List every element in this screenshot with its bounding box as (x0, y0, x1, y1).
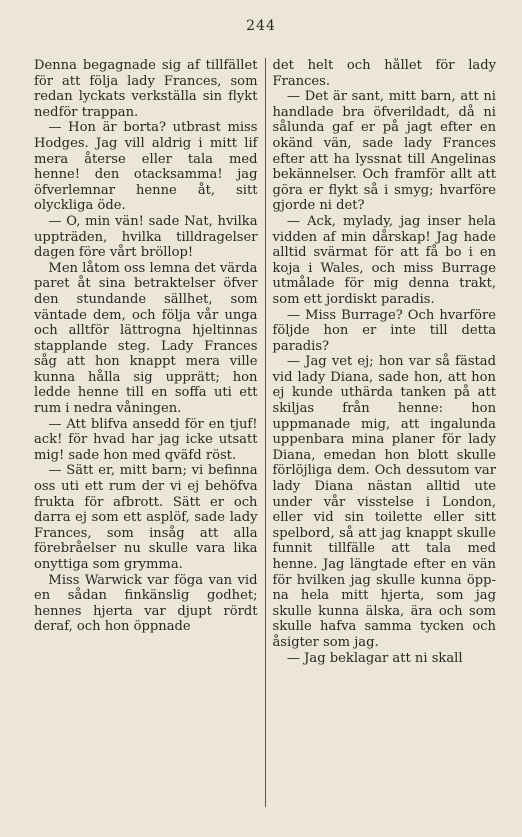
page-number: 244 (246, 18, 276, 34)
text-columns (34, 58, 496, 807)
right-column (266, 58, 497, 807)
paragraph: — Jag vet ej; hon var så fästad vid lady Diana, sade hon, att hon ej kunde uthärda tanken på att skiljas från henne: hon uppmanade mig, att ingalunda uppenbara mina planer för lady Diana, emedan hon blott skulle förlöjliga dem. Och dessutom var lady Diana nästan alltid ute under vår visstelse i London, eller vid sin toilette eller sitt spelbord, så att jag knappt skulle funnit tillfälle att tala med henne. Jag längtade efter en vän för hvilken jag skulle kunna öppna hela mitt hjerta, som jag skulle kunna älska, ära och som skulle hafva samma tycken och åsigter som jag. (272, 354, 496, 650)
paragraph: Denna begagnade sig af tillfället för att följa lady Frances, som redan lyckats verkställa sin flykt nedför trappan. (34, 58, 258, 120)
paragraph: det helt och hållet för lady Frances. (272, 58, 496, 89)
paragraph: Men låtom oss lemna det värda paret åt sina betraktelser öfver den stundande sällhet, som väntade dem, och följa vår unga och alltför lättrogna hjeltinnas stapplande steg. Lady Frances såg att hon knappt mera ville kunna hålla sig upprätt; hon ledde henne till en soffa uti ett rum i nedra våningen. (34, 260, 258, 417)
paragraph: — Jag beklagar att ni skall (286, 650, 463, 666)
paragraph: — Miss Burrage? Och hvarföre följde hon er inte till detta paradis? (272, 307, 496, 354)
left-column (34, 58, 265, 807)
paragraph: Miss Warwick var föga van vid en sådan finkänslig godhet; hennes hjerta var djupt rördt deraf, och hon öppnade (34, 572, 258, 635)
paragraph: — Hon är borta? utbrast miss Hodges. Jag vill aldrig i mitt lif mera återse eller tala med henne! den otacksamma! jag öfverlemnar henne åt, sitt olyckliga öde. (34, 120, 258, 214)
paragraph: — Ack, mylady, jag inser hela vidden af min dårskap! Jag hade alltid svärmat för att få bo i en koja i Wales, och miss Burrage utmålade för mig denna trakt, som ett jordiskt paradis. (272, 213, 496, 307)
paragraph: — Det är sant, mitt barn, att ni handlade bra öfverildadt, då ni sålunda gaf er på jagt efter en okänd vän, sade lady Frances efter att ha lyssnat till Angelinas bekännelser. Och framför allt att göra er flykt så i smyg; hvarföre gjorde ni det? (272, 89, 496, 214)
paragraph: — O, min vän! sade Nat, hvilka uppträden, hvilka tilldragelser dagen före vårt bröllop! (34, 213, 258, 261)
paragraph: — Sätt er, mitt barn; vi befinna oss uti ett rum der vi ej behöfva frukta för afbrott. Sätt er och darra ej som ett asplöf, sade lady Frances, som insåg att alla förebråelser nu skulle vara lika onyttiga som grymma. (34, 463, 258, 572)
paragraph: — Att blifva ansedd för en tjuf! ack! för hvad har jag icke utsatt mig! sade hon med qväfd röst. (34, 416, 258, 463)
